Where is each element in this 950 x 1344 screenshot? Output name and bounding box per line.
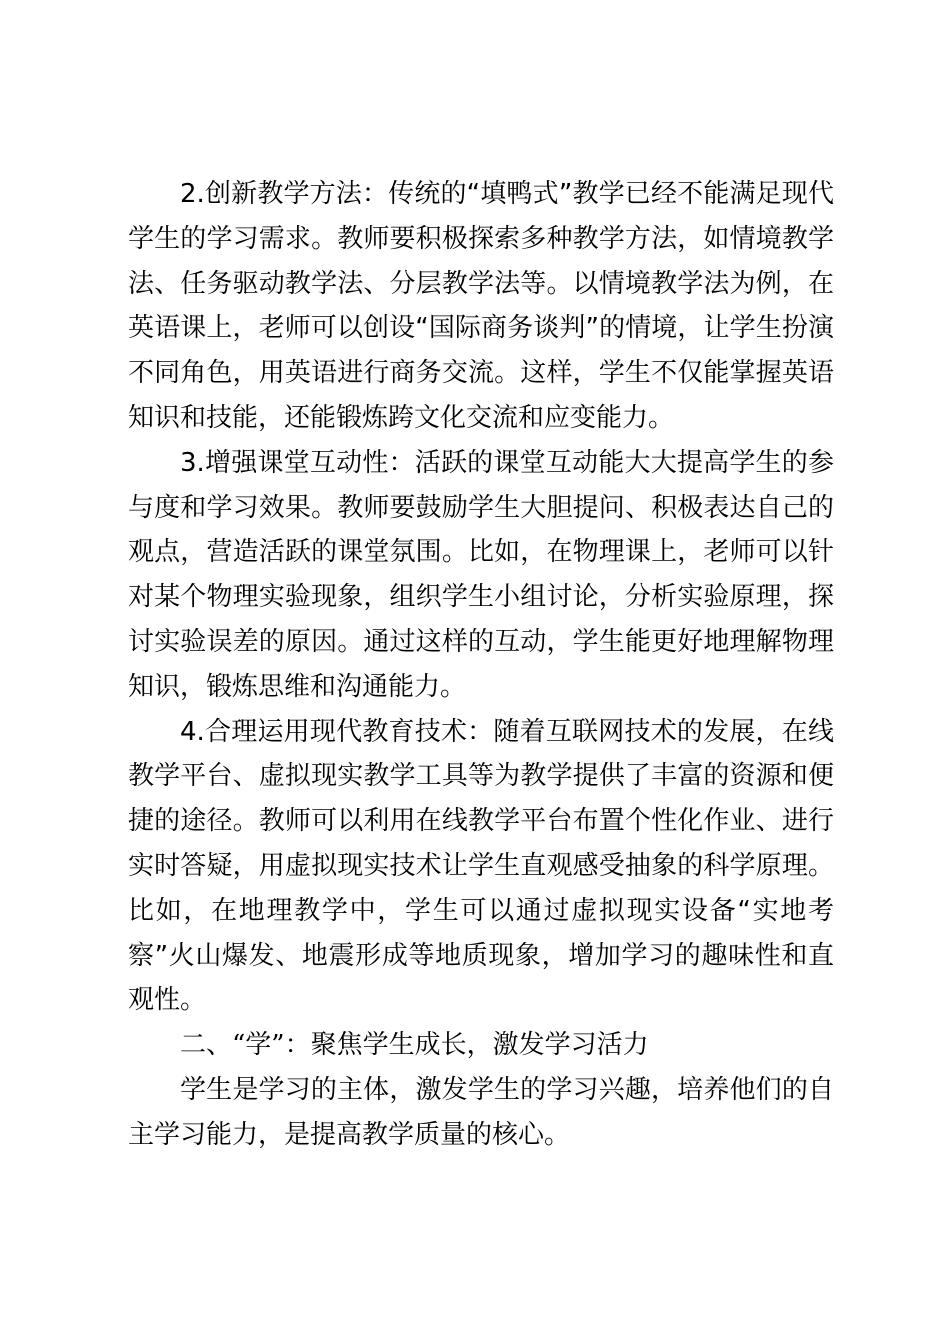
- section-heading: 二、“学”：聚焦学生成长，激发学习活力: [180, 1030, 649, 1061]
- paragraph-innovate-methods: 2.创新教学方法：传统的“填鸭式”教学已经不能满足现代学生的学习需求。教师要积极探索多种教学方法，如情境教学法、任务驱动教学法、分层教学法等。以情境教学法为例，在英语课上，老师可以创设“国际商务谈判”的情境，让学生扮演不同角色，用英语进行商务交流。这样，学生不仅能掌握英语知识和技能，还能锻炼跨文化交流和应变能力。: [128, 179, 834, 433]
- paragraph-education-technology: 4.合理运用现代教育技术：随着互联网技术的发展，在线教学平台、虚拟现实教学工具等为教学提供了丰富的资源和便捷的途径。教师可以利用在线教学平台布置个性化作业、进行实时答疑，用虚拟现实技术让学生直观感受抽象的科学原理。比如，在地理教学中，学生可以通过虚拟现实设备“实地考察”火山爆发、地震形成等地质现象，增加学习的趣味性和直观性。: [128, 716, 834, 1016]
- paragraph-classroom-interaction: 3.增强课堂互动性：活跃的课堂互动能大大提高学生的参与度和学习效果。教师要鼓励学生大胆提问、积极表达自己的观点，营造活跃的课堂氛围。比如，在物理课上，老师可以针对某个物理实验现象，组织学生小组讨论，分析实验原理，探讨实验误差的原因。通过这样的互动，学生能更好地理解物理知识，锻炼思维和沟通能力。: [128, 447, 834, 702]
- paragraph-student-subject: 学生是学习的主体，激发学生的学习兴趣，培养他们的自主学习能力，是提高教学质量的核心。: [128, 1074, 834, 1150]
- document-body: [128, 172, 834, 1158]
